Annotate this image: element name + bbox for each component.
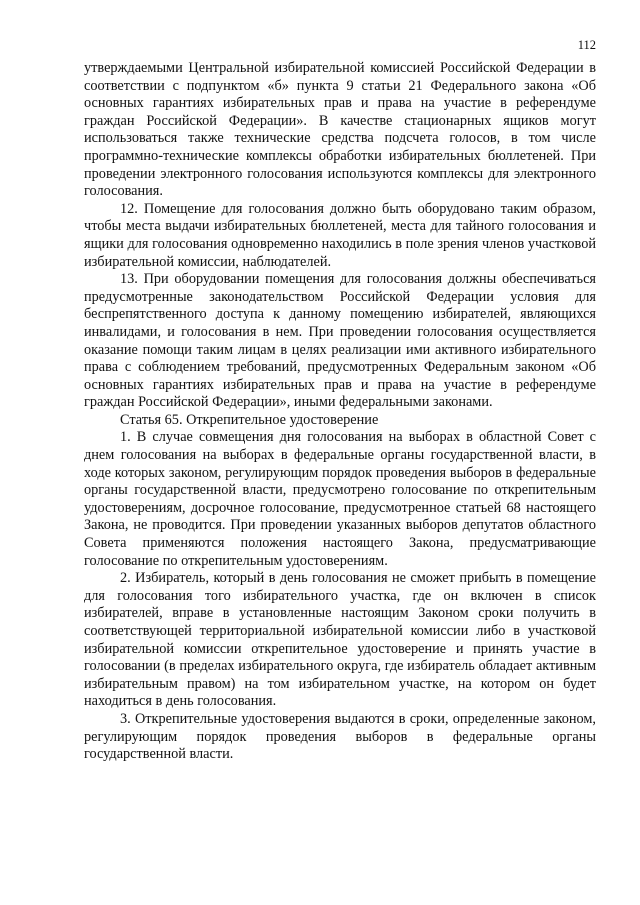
paragraph-item-3: 3. Открепительные удостоверения выдаются в сроки, определенные законом, регулирующим порядок проведения выборов в федеральные органы государственной власти. <box>84 710 596 763</box>
paragraph-item-12: 12. Помещение для голосования должно быть оборудовано таким образом, чтобы места выдачи избирательных бюллетеней, места для тайного голосования и ящики для голосования одновременно находились в поле зрения членов участковой избирательной комиссии, наблюдателей. <box>84 200 596 270</box>
page-number: 112 <box>577 38 596 52</box>
paragraph-item-1: 1. В случае совмещения дня голосования на выборах в областной Совет с днем голосования на выборах в федеральные органы государственной власти, в ходе которых законом, регулирующим порядок проведения выборов в федеральные органы государственной власти, предусмотрено голосование по открепительным удостоверениям, досрочное голосование, предусмотренное статьей 68 настоящего Закона, не проводится. При проведении указанных выборов депутатов областного Совета применяются положения настоящего Закона, предусматривающие голосование по открепительным удостоверениям. <box>84 429 596 569</box>
paragraph-item-2: 2. Избиратель, который в день голосования не сможет прибыть в помещение для голосования того избирательного участка, где он включен в список избирателей, вправе в установленные настоящим Законом сроки получить в соответствующей территориальной избирательной комиссии либо в участковой избирательной комиссии открепительное удостоверение и принять участие в голосовании (в пределах избирательного округа, где избиратель обладает активным избирательным правом) на том избирательном участке, на котором он будет находиться в день голосования. <box>84 570 596 710</box>
paragraph-item-13: 13. При оборудовании помещения для голосования должны обеспечиваться предусмотренные законодательством Российской Федерации условия для беспрепятственного доступа к данному помещению избирателей, являющихся инвалидами, и голосования в нем. При проведении голосования осуществляется оказание помощи таким лицам в целях реализации ими активного избирательного права с соблюдением требований, предусмотренных Федеральным законом «Об основных гарантиях избирательных прав и права на участие в референдуме граждан Российской Федерации», иными федеральными законами. <box>84 271 596 411</box>
paragraph-continuation: утверждаемыми Центральной избирательной комиссией Российской Федерации в соответствии с подпунктом «б» пункта 9 статьи 21 Федерального закона «Об основных гарантиях избирательных прав и права на участие в референдуме граждан Российской Федерации». В качестве стационарных ящиков могут использоваться также технические средства подсчета голосов, в том числе программно-технические комплексы обработки избирательных бюллетеней. При проведении электронного голосования используются комплексы для электронного голосования. <box>84 60 596 200</box>
document-body <box>84 60 596 764</box>
article-heading: Статья 65. Открепительное удостоверение <box>120 411 379 428</box>
